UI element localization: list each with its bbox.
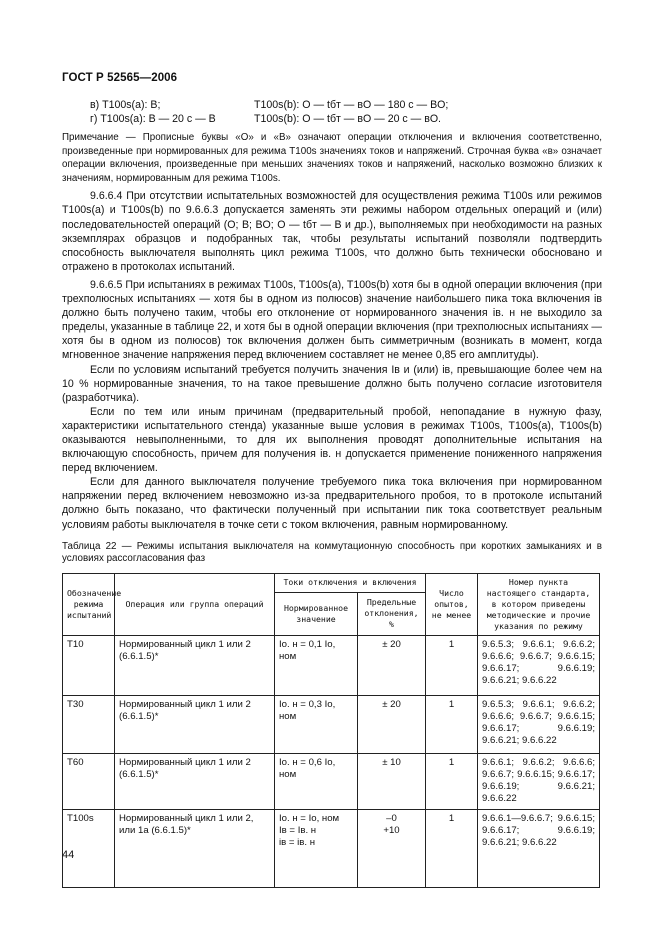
paragraph: Если по тем или иным причинам (предварительный пробой, непопадание в нужную фазу, характеристики испытательного стенда) указанные выше условия в режимах T100s, T100s(a), T100s(b) оказываются невыполненными, то для их выполнения проводят дополнительные испытания на включающую способность, причем для получения iв. н допускается применение пониженного напряжения перед включением. — [62, 405, 602, 475]
cell-deviation — [358, 809, 426, 887]
cell-nominal: Iо. н = 0,3 Iо, ном — [275, 695, 358, 753]
header-currents: Токи отключения и включения — [275, 573, 426, 592]
page-content — [62, 98, 602, 888]
cell-operation: Нормированный цикл 1 или 2 (6.6.1.5)* — [115, 695, 275, 753]
table-row — [63, 809, 600, 887]
cell-mode: T10 — [63, 635, 115, 695]
cell-mode: T100s — [63, 809, 115, 887]
note: Примечание — Прописные буквы «O» и «B» означают операции отключения и включения соответственно, произведенные при нормированных для режима T100s значениях токов и напряжений. Строчная буква «в» означает операции включения, произведенные при меньших значениях токов и напряжений, насколько возможно близких к значениям, нормированным для режима T100s. — [62, 132, 602, 184]
cell-refs: 9.6.5.3; 9.6.6.1; 9.6.6.2; 9.6.6.6; 9.6.6.7; 9.6.6.15; 9.6.6.17; 9.6.6.19; 9.6.6.21; 9.6.6.22 — [478, 695, 600, 753]
ops-right: T100s(b): O — tбт — вO — 20 с — вO. — [254, 113, 442, 125]
cell-refs: 9.6.5.3; 9.6.6.1; 9.6.6.2; 9.6.6.6; 9.6.6.7; 9.6.6.15; 9.6.6.17; 9.6.6.19; 9.6.6.21; 9.6.6.22 — [478, 635, 600, 695]
header-refs: Номер пункта настоящего стандарта, в котором приведены методические и прочие указания по режиму — [478, 573, 600, 635]
ops-row — [90, 98, 602, 112]
table-row — [63, 635, 600, 695]
cell-deviation: ± 10 — [358, 753, 426, 809]
cell-mode: T60 — [63, 753, 115, 809]
header-nominal: Нормированное значение — [275, 593, 358, 636]
deviation-line: +10 — [383, 824, 400, 836]
table-header-row — [63, 573, 600, 592]
deviation-line: –0 — [386, 812, 397, 824]
test-modes-table — [62, 573, 600, 888]
table-row — [63, 753, 600, 809]
nominal-line: iв = iв. н — [279, 837, 316, 849]
cell-deviation: ± 20 — [358, 695, 426, 753]
header-deviation: Предельные отклонения, % — [358, 593, 426, 636]
cell-refs: 9.6.6.1; 9.6.6.2; 9.6.6.6; 9.6.6.7; 9.6.6.15; 9.6.6.17; 9.6.6.19; 9.6.6.21; 9.6.6.22 — [478, 753, 600, 809]
cell-nominal — [275, 809, 358, 887]
cell-nominal: Iо. н = 0,6 Iо, ном — [275, 753, 358, 809]
table-caption: Таблица 22 — Режимы испытания выключателя на коммутационную способность при коротких замыканиях и в условиях рассогласования фаз — [62, 540, 602, 565]
nominal-line: Iо. н = Iо, ном — [279, 812, 340, 824]
cell-operation: Нормированный цикл 1 или 2 (6.6.1.5)* — [115, 753, 275, 809]
cell-refs: 9.6.6.1—9.6.6.7; 9.6.6.15; 9.6.6.17; 9.6.6.19; 9.6.6.21; 9.6.6.22 — [478, 809, 600, 887]
paragraph: 9.6.6.5 При испытаниях в режимах T100s, T100s(a), T100s(b) хотя бы в одной операции включения (при трехполюсных испытаниях — хотя бы в одном из полюсов) значение наибольшего пика тока включения iв должно быть получено таким, чтобы его отклонение от нормированного значения iв. н не выходило за пределы, указанные в таблице 22, и хотя бы в одной операции включения (при трехполюсных испытаниях — хотя бы в одном из полюсов) ток включения должен быть симметричным (возникать в момент, когда мгновенное значение напряжения перед включением составляет не менее 0,85 его амплитуды). — [62, 278, 602, 362]
header-count: Число опытов, не менее — [426, 573, 478, 635]
nominal-line: Iв = Iв. н — [279, 824, 317, 836]
cell-count: 1 — [426, 695, 478, 753]
ops-left: в) T100s(a): B; — [90, 99, 161, 111]
header-mode: Обозначение режима испытаний — [63, 573, 115, 635]
paragraph: Если для данного выключателя получение требуемого пика тока включения при нормированном напряжении перед включением невозможно из-за предварительного пробоя, то в протоколе испытаний должно быть показано, что фактически полученный при испытании пик тока соответствует реальным условиям работы выключателя в точке сети с током включения, равным нормированному. — [62, 476, 602, 531]
cell-count: 1 — [426, 809, 478, 887]
ops-left: г) T100s(a): B — 20 с — B — [90, 113, 216, 125]
cell-deviation: ± 20 — [358, 635, 426, 695]
cell-mode: T30 — [63, 695, 115, 753]
cell-count: 1 — [426, 635, 478, 695]
cell-count: 1 — [426, 753, 478, 809]
cell-nominal: Iо. н = 0,1 Iо, ном — [275, 635, 358, 695]
paragraph: 9.6.6.4 При отсутствии испытательных возможностей для осуществления режима T100s или режимов T100s(a) и T100s(b) по 9.6.6.3 допускается заменять эти режимы набором отдельных операций и (или) последовательностей операций (O; B; BO; O — tбт — B и др.), выполняемых при необходимости на разных экземплярах образцов и подобранных так, чтобы результаты испытаний позволяли подтвердить способность выключателя выполнять цикл режима T100s, что должно быть технически обосновано и отражено в протоколах испытаний. — [62, 190, 602, 273]
paragraph: Если по условиям испытаний требуется получить значения Iв и (или) iв, превышающие более чем на 10 % нормированные значения, то на такое превышение должно быть получено согласие изготовителя (разработчика). — [62, 363, 602, 404]
cell-operation: Нормированный цикл 1 или 2 (6.6.1.5)* — [115, 635, 275, 695]
ops-right: T100s(b): O — tбт — вO — 180 с — BO; — [254, 99, 449, 111]
ops-row — [90, 112, 602, 126]
table-row — [63, 695, 600, 753]
document-header: ГОСТ Р 52565—2006 — [62, 72, 178, 84]
page-number: 44 — [62, 849, 75, 861]
cell-operation: Нормированный цикл 1 или 2, или 1а (6.6.1.5)* — [115, 809, 275, 887]
header-operation: Операция или группа операций — [115, 573, 275, 635]
